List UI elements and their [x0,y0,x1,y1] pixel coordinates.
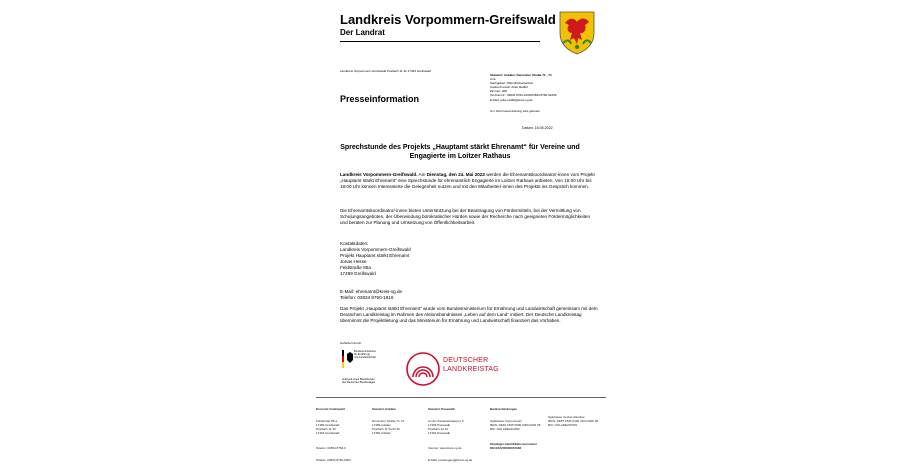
appointment-note: Um Terminvereinbarung wird gebeten [490,109,540,113]
footer-contact-row: Telefon: 03834 8760-0 [316,446,346,450]
funding-label: Gefördert durch: [340,341,362,345]
contact-info-block [490,73,557,102]
footer-column-body: Sparkasse Vorpommern IBAN: DE81 1505 0500 0000 0002 05 BIC: NOLADE21GRW [490,419,541,431]
contact-label: Kontaktdaten: [340,241,369,246]
info-line: Zimmer: 208 [490,89,507,94]
footer-column-body: Demminer Straße 71-74 17389 Anklam Postfach 11 51/11 52 17381 Anklam [372,419,405,435]
email-line: E-Mail: ehrenamt@kreis-vg.de [340,289,403,294]
footer-column-head: Bankverbindungen [490,407,518,411]
footer-divider [316,397,606,398]
landkreistag-wordmark: DEUTSCHER LANDKREISTAG [443,357,499,373]
intro-lead: Landkreis Vorpommern-Greifswald. [340,172,418,177]
footer-column-head: Standort Anklam [372,407,396,411]
paragraph-services: Die Ehrenamtskoordinator/-innen bieten Unterstützung bei der Beantragung von Fördermitteln, bei der Vermittlung von Schulungsangeboten, der Überwindung bürokratischer Hürden sowie der Recherche nach geeigneten Fördermöglichkeiten und beraten zur Planung und Umsetzung von Öffentlichkeitsarbeit. [340,208,591,225]
footer-column [428,399,472,470]
contact-mail-block [340,289,598,301]
org-subtitle: Der Landrat [340,28,385,37]
footer-column-body: Sparkasse Uecker-Randow IBAN: DE57 1505 0400 3110 0000 00 BIC: NOLADE21PSW [548,415,599,427]
landkreistag-logo-icon [406,352,440,386]
contact-line: Jonas Hesse [340,258,367,264]
footer-contact-row: Internet: www.kreis-vg.de [428,446,462,450]
headline: Sprechstunde des Projekts „Hauptamt stärkt Ehrenamt“ für Vereine und Engagierte im Loitzer Rathaus [340,144,580,160]
footer-column-head: Standort Pasewalk [428,407,455,411]
info-line: E-Mail: anke.radtkf@kreis-vg.de [490,97,533,102]
funding-note: aufgrund eines Beschlusses des Deutschen Bundestages [342,378,376,384]
creditor-id: Gläubiger-Identifikationsnummer DE11ZZZ00000015083 [490,442,538,450]
footer-column-body: An der Kürassierkaserne 9 17309 Pasewalk Postfach 12 42 17302 Pasewalk [428,419,464,435]
contact-line: Projekt Hauptamt stärkt Ehrenamt [340,252,410,258]
info-line: Sachgebiet: Öffentlichkeitsarbeit [490,81,533,86]
footer-column-head: Kreissitz Greifswald [316,407,345,411]
info-line: Standort: Anklam, Demminer Straße 71 - 74 [490,73,552,77]
contact-line: 17489 Greifswald [340,270,376,276]
contact-block [340,241,598,276]
footer-column [490,399,540,458]
info-line: Auskunft erteilt: Anke Radtkf [490,85,528,90]
event-date: Dienstag, den 24. Mai 2022 [426,172,485,177]
intro-rest: werden die Ehrenamtskoordinator/-innen vom Projekt „Hauptamt stärkt Ehrenamt“ eine Sprechstunde für ehrenamtlich Engagierte im Loitzer Rathaus anbieten. Von 16:00 Uhr bis 18:00 Uhr können Interessierte die Gelegenheit nutzen und mit den Mitarbeiter/-innen des Projekts ins Gespräch kommen. [340,172,595,189]
contact-line: Feldstraße 85a [340,264,371,270]
contact-line: Landkreis Vorpommern-Greifswald [340,246,411,252]
paragraph-project: Das Projekt „Hauptamt stärkt Ehrenamt“ wurde vom Bundesministerium für Ernährung und Landwirtschaft gemeinsam mit dem Deutschen Landkreistag im Rahmen des Aktionsbündnisses „Leben auf dem Land“ initiiert. Der Deutsche Landkreistag übernimmt die Projektleitung und das Ministerium für Ernährung und Landwirtschaft finanziert das Vorhaben. [340,306,598,323]
footer-column-body: Feldstraße 85 a 17489 Greifswald Postfach 11 32 17464 Greifswald [316,419,340,435]
date-line: Datum: 16.05.2022 [522,126,553,130]
info-line: Amt: [490,77,497,82]
header-divider [340,41,540,42]
footer-contact-row: Telefax: 03834 8760-9000 [316,458,351,462]
ministry-name: Bundesministerium für Ernährung und Landwirtschaft [354,350,377,359]
footer-column [548,399,598,435]
info-line: Tel./Fax-Nr.: 03834 8760-1606/03834 8760-91606 [490,93,557,98]
footer-column [316,399,351,470]
footer-column [372,399,404,443]
sender-address-line: Landkreis Vorpommern-Greifswald Postfach 11 32 17464 Greifswald [340,69,431,73]
document-page [290,0,630,462]
footer-contact-row: E-Mail: posteingang@kreis-vg.de [428,458,473,462]
intro-mid: Am [417,172,427,177]
coat-of-arms-icon [557,9,597,55]
phone-line: Telefon: 03834 8760-1816 [340,294,394,300]
paragraph-intro [340,172,598,190]
org-name: Landkreis Vorpommern-Greifswald [340,12,556,27]
press-release-title: Presseinformation [340,94,420,104]
